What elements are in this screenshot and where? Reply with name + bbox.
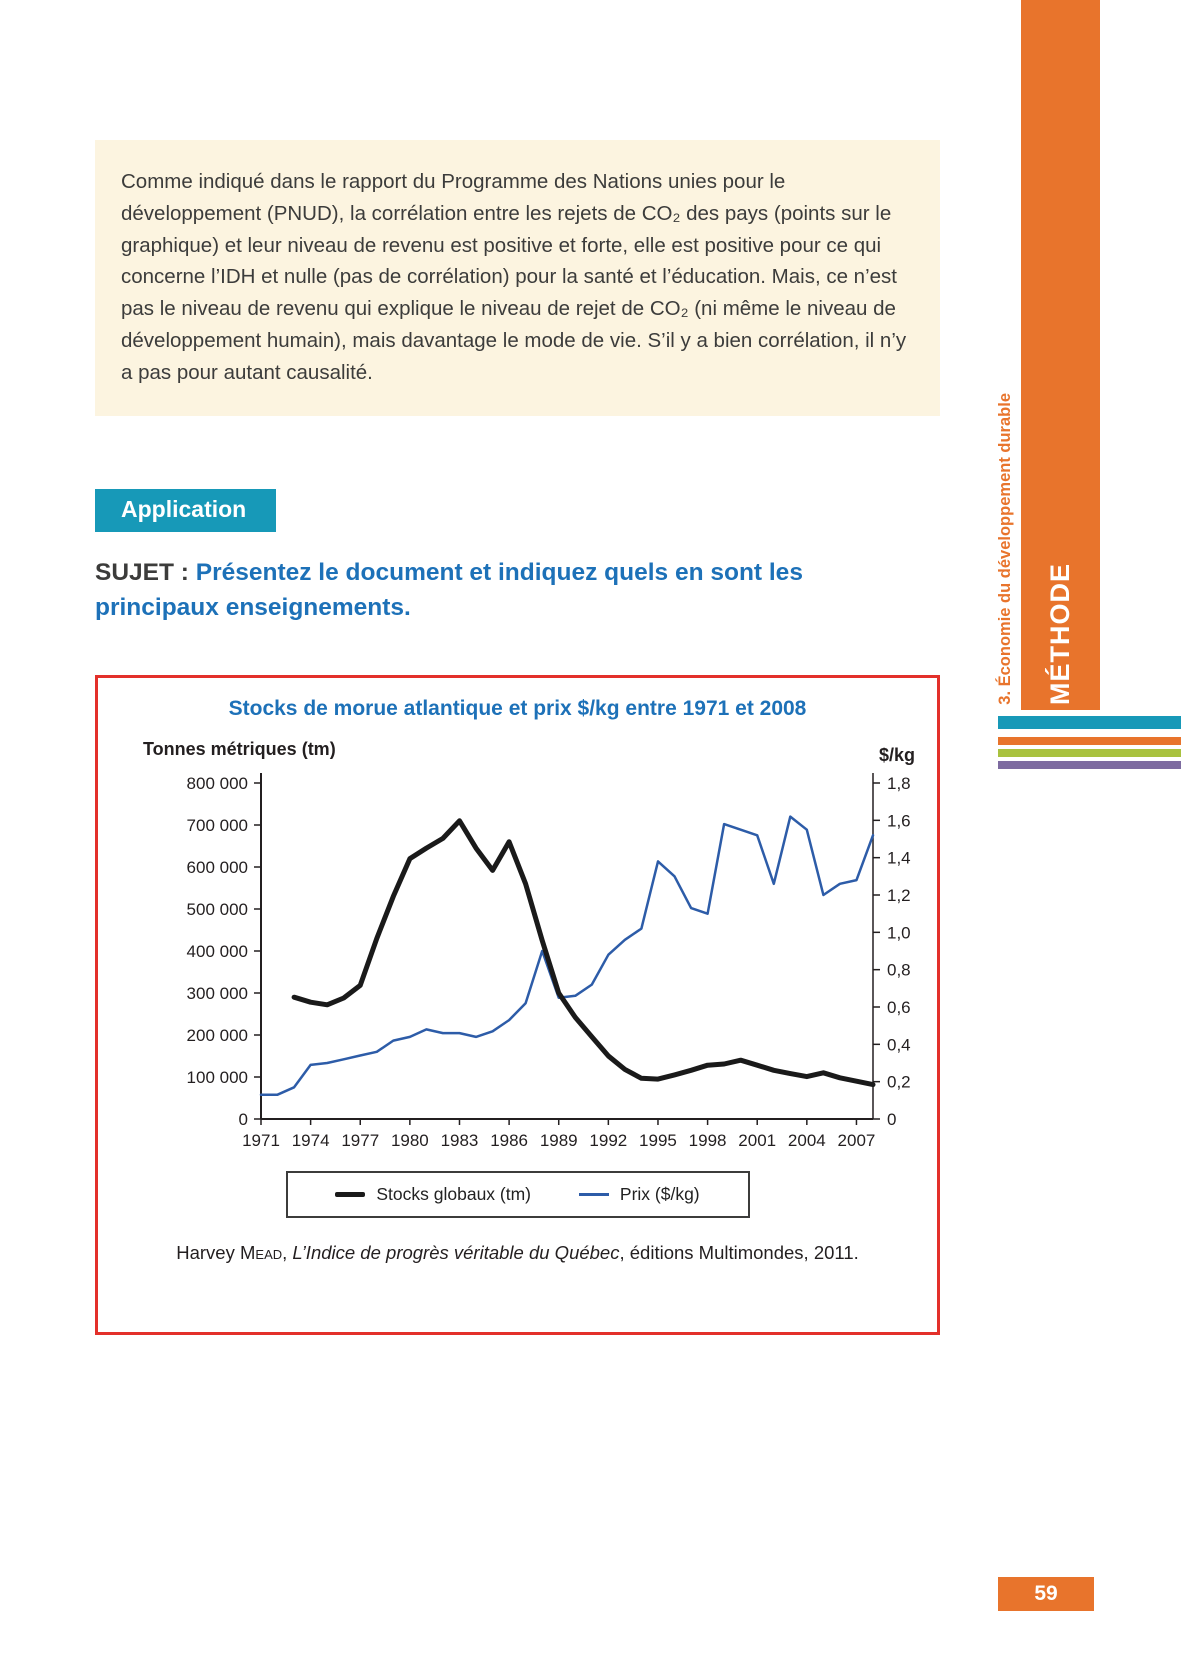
- page-number: 59: [1034, 1582, 1058, 1605]
- svg-text:1,8: 1,8: [886, 774, 911, 793]
- intro-text-box: [95, 140, 940, 416]
- prix-line-swatch: [579, 1193, 609, 1196]
- svg-text:1998: 1998: [688, 1131, 727, 1150]
- chart-svg: [113, 733, 923, 1153]
- svg-text:1,0: 1,0: [886, 923, 911, 943]
- decoration-bar-green: [998, 749, 1181, 757]
- svg-text:1989: 1989: [539, 1131, 578, 1150]
- svg-text:600 000: 600 000: [186, 858, 248, 877]
- sidebar-chapter-label: [990, 330, 1020, 705]
- stocks-line-swatch: [335, 1192, 365, 1197]
- decoration-bar-purple: [998, 761, 1181, 769]
- sujet-text: Présentez le document et indiquez quels en sont les principaux enseignements.: [95, 559, 803, 621]
- svg-text:0,4: 0,4: [886, 1035, 911, 1055]
- svg-text:2007: 2007: [837, 1131, 875, 1150]
- svg-text:300 000: 300 000: [186, 984, 248, 1003]
- svg-text:0,2: 0,2: [886, 1072, 911, 1092]
- svg-text:1995: 1995: [638, 1131, 677, 1150]
- svg-text:1977: 1977: [340, 1131, 379, 1150]
- legend-item-stocks: [335, 1184, 531, 1205]
- sidebar-methode-label: [1021, 505, 1100, 705]
- page-number-badge: [998, 1577, 1094, 1611]
- chart-figure: [95, 675, 940, 1335]
- svg-text:1,2: 1,2: [886, 886, 911, 905]
- svg-text:0,6: 0,6: [886, 998, 911, 1017]
- svg-text:500 000: 500 000: [186, 900, 248, 919]
- source-title: L’Indice de progrès véritable du Québec: [292, 1242, 620, 1263]
- svg-text:1980: 1980: [390, 1131, 429, 1150]
- application-heading: [95, 489, 276, 532]
- svg-text:800 000: 800 000: [186, 774, 248, 793]
- svg-text:400 000: 400 000: [186, 942, 248, 961]
- svg-text:2001: 2001: [737, 1131, 776, 1150]
- source-suffix: , éditions Multimondes, 2011.: [619, 1242, 859, 1263]
- source-comma: ,: [282, 1242, 293, 1263]
- source-author-first: Harvey: [176, 1242, 240, 1263]
- methode-vertical-text: MÉTHODE: [1045, 563, 1075, 705]
- svg-text:0: 0: [886, 1110, 896, 1129]
- chart-legend: [286, 1171, 750, 1218]
- svg-text:1,6: 1,6: [886, 811, 911, 831]
- legend-label-prix: Prix ($/kg): [619, 1184, 700, 1204]
- svg-text:1974: 1974: [291, 1131, 330, 1150]
- svg-text:200 000: 200 000: [186, 1026, 248, 1045]
- svg-text:0: 0: [238, 1110, 248, 1129]
- svg-text:Tonnes métriques (tm): Tonnes métriques (tm): [142, 739, 336, 759]
- svg-text:1986: 1986: [489, 1131, 528, 1150]
- source-author-last: Mead: [240, 1242, 283, 1263]
- decoration-bar-teal: [998, 716, 1181, 729]
- legend-label-stocks: Stocks globaux (tm): [376, 1184, 532, 1204]
- chart-title: Stocks de morue atlantique et prix $/kg entre 1971 et 2008: [228, 697, 807, 720]
- svg-text:0,8: 0,8: [886, 960, 911, 980]
- decoration-bar-orange: [998, 737, 1181, 745]
- svg-text:1983: 1983: [440, 1131, 478, 1150]
- svg-text:100 000: 100 000: [186, 1068, 248, 1087]
- chart-source: [98, 1242, 937, 1264]
- sujet-prefix: SUJET :: [95, 559, 196, 586]
- legend-item-prix: [579, 1184, 700, 1205]
- svg-text:1,4: 1,4: [886, 848, 911, 868]
- svg-text:700 000: 700 000: [186, 816, 248, 835]
- chapter-vertical-text: 3. Économie du développement durable: [995, 393, 1014, 705]
- sujet-heading: [95, 556, 895, 626]
- svg-text:$/kg: $/kg: [878, 745, 915, 765]
- svg-text:1971: 1971: [241, 1131, 280, 1150]
- svg-text:1992: 1992: [588, 1131, 627, 1150]
- application-label: Application: [121, 496, 247, 522]
- intro-text: Comme indiqué dans le rapport du Programme des Nations unies pour le développement (PNUD), la corrélation entre les rejets de CO₂ des pays (points sur le graphique) et leur niveau de revenu est positive et forte, elle est positive pour ce qui concerne l’IDH et nulle (pas de corrélation) pour la santé et l’éducation. Mais, ce n’est pas le niveau de revenu qui explique le niveau de rejet de CO₂ (ni même le niveau de développement humain), mais davantage le mode de vie. S’il y a bien corrélation, il n’y a pas pour autant causalité.: [121, 170, 907, 384]
- svg-text:2004: 2004: [787, 1131, 826, 1150]
